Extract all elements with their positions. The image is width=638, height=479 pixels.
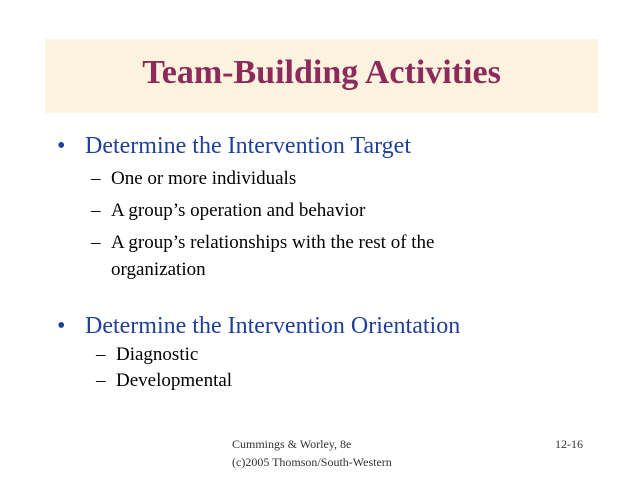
dash-icon: – [91, 168, 101, 189]
sub-item-text: Diagnostic [116, 344, 199, 365]
bullet-icon: • [57, 313, 66, 339]
footer-source: Cummings & Worley, 8e [232, 437, 352, 451]
page-number: 12-16 [555, 437, 583, 451]
sub-item-text: One or more individuals [111, 168, 297, 189]
slide-title: Team-Building Activities [142, 54, 501, 91]
footer-copyright: (c)2005 Thomson/South-Western [232, 455, 392, 469]
sub-item-text: A group’s relationships with the rest of the [111, 232, 435, 253]
sub-item-text: A group’s operation and behavior [111, 200, 366, 221]
sub-item-text: Developmental [116, 370, 233, 391]
sub-item-text: organization [111, 259, 206, 280]
bullet-text: Determine the Intervention Orientation [85, 313, 461, 339]
dash-icon: – [96, 344, 106, 365]
dash-icon: – [96, 370, 106, 391]
bullet-icon: • [57, 133, 66, 159]
dash-icon: – [91, 200, 101, 221]
bullet-text: Determine the Intervention Target [85, 133, 411, 159]
dash-icon: – [91, 232, 101, 253]
